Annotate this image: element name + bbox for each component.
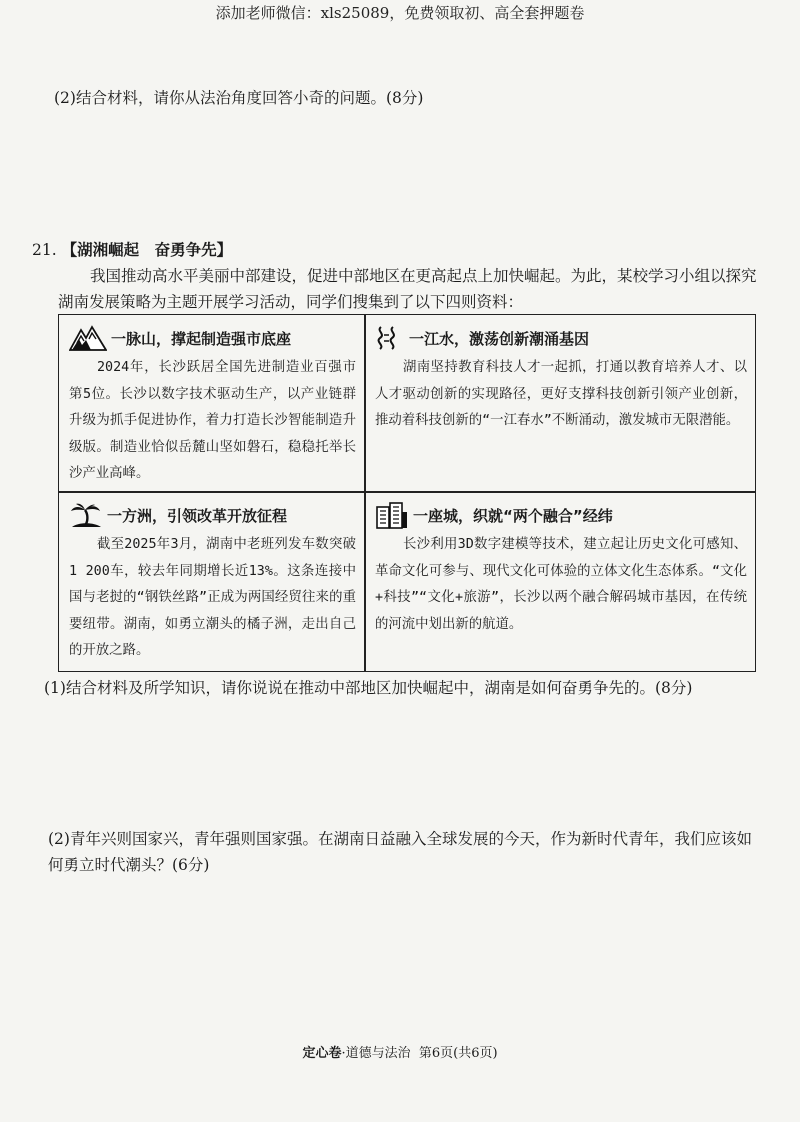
- river-icon: [375, 325, 405, 351]
- question-21-part-1: (1)结合材料及所学知识，请你说说在推动中部地区加快崛起中，湖南是如何奋勇争先的。(8分): [44, 679, 693, 697]
- material-title: 一脉山，撑起制造强市底座: [111, 329, 292, 348]
- question-number: 21.: [32, 241, 57, 259]
- material-card-city: [365, 492, 755, 672]
- footer-subject: ·道德与法治: [341, 1046, 411, 1061]
- material-title: 一江水，激荡创新潮涌基因: [409, 329, 590, 348]
- material-body: 湖南坚持教育科技人才一起抓，打通以教育培养人才、以人才驱动创新的实现路径，更好支撑科技创新引领产业创新，推动着科技创新的“一江春水”不断涌动，激发城市无限潜能。: [375, 360, 747, 428]
- material-title: 一方洲，引领改革开放征程: [107, 506, 288, 525]
- footer-page-number: 第6页(共6页): [418, 1046, 498, 1061]
- material-body: 截至2025年3月，湖南中老班列发车数突破1 200车，较去年同期增长近13%。这条连接中国与老挝的“钢铁丝路”正成为两国经贸往来的重要纽带。湖南，如勇立潮头的橘子洲，走出自己的开放之路。: [69, 537, 356, 658]
- question-intro: 我国推动高水平美丽中部建设，促进中部地区在更高起点上加快崛起。为此，某校学习小组以探究湖南发展策略为主题开展学习活动，同学们搜集到了以下四则资料：: [58, 267, 757, 311]
- city-buildings-icon: [375, 501, 409, 529]
- material-card-mountain: [59, 315, 364, 491]
- material-body: 2024年，长沙跃居全国先进制造业百强市第5位。长沙以数字技术驱动生产，以产业链群升级为抓手促进协作，着力打造长沙智能制造升级版。制造业恰似岳麓山坚如磐石，稳稳托举长沙产业高峰。: [69, 360, 356, 481]
- footer-series: 定心卷: [302, 1046, 342, 1061]
- material-title: 一座城，织就“两个融合”经纬: [413, 506, 613, 525]
- island-palm-icon: [69, 502, 103, 528]
- header-watermark-note: 添加老师微信：xls25089，免费领取初、高全套押题卷: [215, 4, 585, 22]
- question-20-part-2: (2)结合材料，请你从法治角度回答小奇的问题。(8分): [54, 89, 424, 107]
- material-card-island: [59, 492, 364, 672]
- materials-table: [58, 314, 756, 672]
- material-body: 长沙利用3D数字建模等技术，建立起让历史文化可感知、革命文化可参与、现代文化可体验的立体文化生态体系。“文化+科技”“文化+旅游”，长沙以两个融合解码城市基因，在传统的河流中划出新的航道。: [375, 537, 747, 632]
- material-card-river: [365, 315, 755, 491]
- question-21-part-2: (2)青年兴则国家兴，青年强则国家强。在湖南日益融入全球发展的今天，作为新时代青年，我们应该如何勇立时代潮头？(6分): [48, 830, 752, 874]
- question-21-heading: [32, 238, 232, 260]
- mountain-icon: [69, 325, 107, 351]
- question-title: 【湖湘崛起 奋勇争先】: [61, 241, 233, 259]
- page-footer: [0, 1042, 800, 1061]
